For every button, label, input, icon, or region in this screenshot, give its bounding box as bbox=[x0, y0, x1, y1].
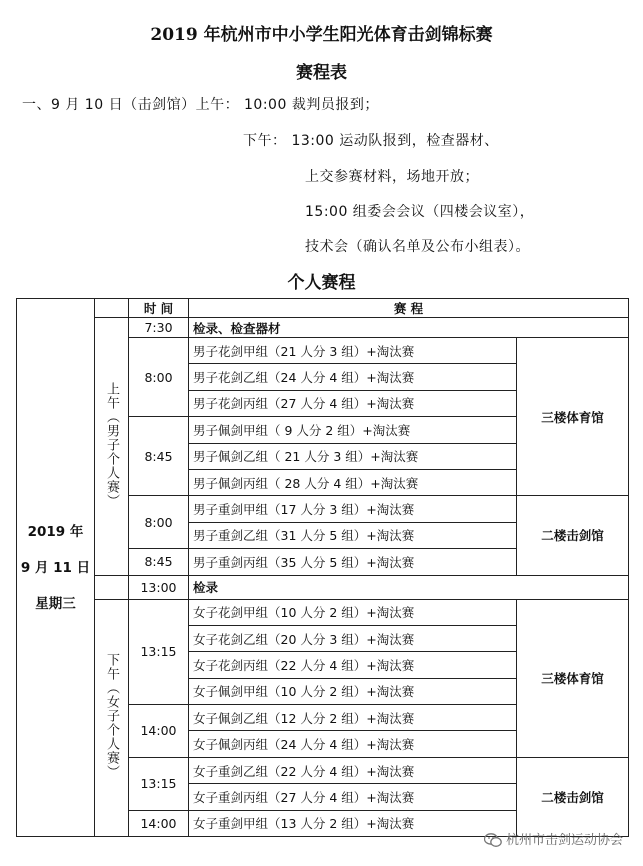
event-cell: 女子花剑丙组（22 人分 4 组）+淘汰赛 bbox=[189, 652, 517, 678]
event-cell: 检录、检查器材 bbox=[189, 318, 629, 338]
time-cell: 8:00 bbox=[129, 338, 189, 417]
event-cell: 男子佩剑丙组（ 28 人分 4 组）+淘汰赛 bbox=[189, 469, 517, 495]
blank-cell bbox=[95, 575, 129, 599]
morning-label: 上午（男子个人赛） bbox=[104, 381, 119, 508]
document-subtitle: 赛程表 bbox=[296, 63, 347, 83]
time-cell: 13:15 bbox=[129, 757, 189, 810]
event-cell: 男子佩剑甲组（ 9 人分 2 组）+淘汰赛 bbox=[189, 417, 517, 443]
event-cell: 女子重剑丙组（27 人分 4 组）+淘汰赛 bbox=[189, 784, 517, 810]
event-cell: 女子佩剑丙组（24 人分 4 组）+淘汰赛 bbox=[189, 731, 517, 757]
venue-cell: 三楼体育馆 bbox=[517, 338, 629, 496]
event-cell: 男子重剑乙组（31 人分 5 组）+淘汰赛 bbox=[189, 522, 517, 548]
event-cell: 男子花剑甲组（21 人分 3 组）+淘汰赛 bbox=[189, 338, 517, 364]
schedule-table bbox=[16, 298, 629, 837]
date-cell bbox=[17, 299, 95, 837]
schedule-line-1: 一、9 月 10 日（击剑馆）上午： 10:00 裁判员报到； bbox=[22, 97, 379, 113]
table-row bbox=[17, 599, 629, 625]
venue-cell: 三楼体育馆 bbox=[517, 599, 629, 757]
event-cell: 女子佩剑乙组（12 人分 2 组）+淘汰赛 bbox=[189, 705, 517, 731]
time-cell: 7:30 bbox=[129, 318, 189, 338]
wechat-icon bbox=[484, 833, 502, 848]
event-cell: 男子重剑甲组（17 人分 3 组）+淘汰赛 bbox=[189, 496, 517, 522]
section-title: 个人赛程 bbox=[287, 273, 356, 293]
event-cell: 男子佩剑乙组（ 21 人分 3 组）+淘汰赛 bbox=[189, 443, 517, 469]
schedule-line-2: 下午： 13:00 运动队报到，检查器材、 bbox=[243, 133, 499, 149]
date-day: 9 月 11 日 bbox=[20, 559, 91, 576]
table-header-row bbox=[17, 299, 629, 318]
afternoon-label: 下午（女子个人赛） bbox=[104, 653, 119, 780]
event-cell: 检录 bbox=[189, 575, 629, 599]
event-cell: 女子佩剑甲组（10 人分 2 组）+淘汰赛 bbox=[189, 678, 517, 704]
schedule-line-4: 15:00 组委会会议（四楼会议室）， bbox=[305, 204, 535, 220]
event-cell: 男子花剑丙组（27 人分 4 组）+淘汰赛 bbox=[189, 390, 517, 416]
morning-label-cell bbox=[95, 318, 129, 576]
afternoon-label-cell bbox=[95, 599, 129, 837]
table-row bbox=[17, 575, 629, 599]
schedule-line-3: 上交参赛材料，场地开放； bbox=[305, 169, 479, 185]
header-time: 时 间 bbox=[129, 299, 189, 318]
time-cell: 14:00 bbox=[129, 705, 189, 758]
time-cell: 13:00 bbox=[129, 575, 189, 599]
time-cell: 8:45 bbox=[129, 417, 189, 496]
watermark bbox=[484, 829, 623, 848]
event-cell: 男子花剑乙组（24 人分 4 组）+淘汰赛 bbox=[189, 364, 517, 390]
table-row bbox=[17, 318, 629, 338]
header-schedule: 赛 程 bbox=[189, 299, 629, 318]
date-weekday: 星期三 bbox=[35, 595, 76, 612]
time-cell: 8:45 bbox=[129, 549, 189, 575]
header-blank bbox=[95, 299, 129, 318]
watermark-text: 杭州市击剑运动协会 bbox=[505, 833, 623, 848]
event-cell: 男子重剑丙组（35 人分 5 组）+淘汰赛 bbox=[189, 549, 517, 575]
schedule-line-5: 技术会（确认名单及公布小组表）。 bbox=[305, 239, 530, 255]
date-year: 2019 年 bbox=[27, 523, 84, 540]
venue-cell: 二楼击剑馆 bbox=[517, 496, 629, 575]
event-cell: 女子花剑甲组（10 人分 2 组）+淘汰赛 bbox=[189, 599, 517, 625]
venue-cell: 二楼击剑馆 bbox=[517, 757, 629, 836]
time-cell: 8:00 bbox=[129, 496, 189, 549]
time-cell: 14:00 bbox=[129, 810, 189, 836]
document-title: 2019 年杭州市中小学生阳光体育击剑锦标赛 bbox=[150, 25, 493, 45]
event-cell: 女子花剑乙组（20 人分 3 组）+淘汰赛 bbox=[189, 625, 517, 651]
time-cell: 13:15 bbox=[129, 599, 189, 705]
event-cell: 女子重剑甲组（13 人分 2 组）+淘汰赛 bbox=[189, 810, 517, 836]
event-cell: 女子重剑乙组（22 人分 4 组）+淘汰赛 bbox=[189, 757, 517, 783]
